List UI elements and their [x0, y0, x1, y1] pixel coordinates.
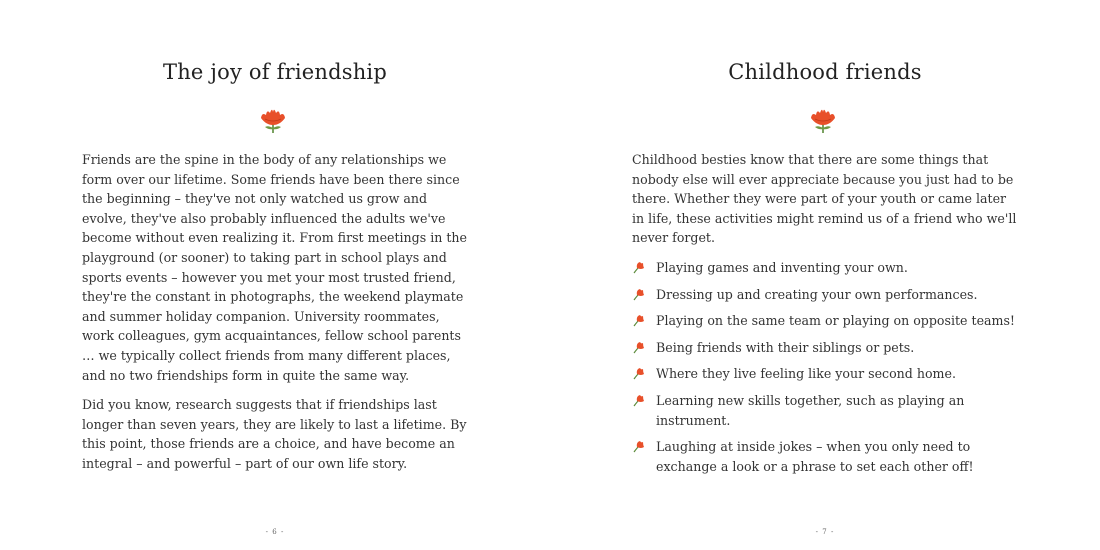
page-title: Childhood friends	[728, 60, 922, 84]
list-item-text: Laughing at inside jokes – when you only need to exchange a look or a phrase to set each other off!	[656, 439, 974, 474]
left-body-text	[82, 150, 468, 484]
list-item-text: Learning new skills together, such as playing an instrument.	[656, 392, 965, 428]
red-flower-bud-icon	[632, 314, 645, 327]
red-flower-icon	[808, 106, 838, 134]
page-title: The joy of friendship	[162, 60, 387, 84]
list-item-text: Playing games and inventing your own.	[656, 259, 908, 275]
list-item	[632, 364, 1020, 384]
page-number: - 6 -	[265, 528, 285, 536]
intro-paragraph: Childhood besties know that there are some things that nobody else will ever appreciate because you just had to be there. Whether they were part of your youth or came later in life, these activities might remind us of a friend who we'll never forget.	[632, 152, 1017, 246]
red-flower-bud-icon	[632, 367, 645, 380]
body-paragraph: Did you know, research suggests that if friendships last longer than seven years, they are likely to last a lifetime. By this point, those friends are a choice, and have become an integral – and powerful – part of our own life story.	[82, 397, 467, 471]
list-item-text: Playing on the same team or playing on opposite teams!	[656, 313, 1015, 329]
activity-list	[632, 258, 1020, 476]
list-item-text: Where they live feeling like your second home.	[656, 366, 956, 382]
list-item	[632, 285, 1020, 305]
right-body-text	[632, 150, 1020, 483]
red-flower-bud-icon	[632, 341, 645, 354]
list-item-text: Being friends with their siblings or pets.	[656, 339, 915, 355]
red-flower-bud-icon	[632, 394, 645, 407]
list-item	[632, 437, 1020, 476]
red-flower-bud-icon	[632, 440, 645, 453]
red-flower-icon	[258, 106, 288, 134]
list-item-text: Dressing up and creating your own performances.	[656, 286, 978, 302]
list-item	[632, 258, 1020, 278]
page-number: - 7 -	[815, 528, 835, 536]
list-item	[632, 311, 1020, 331]
list-item	[632, 338, 1020, 358]
list-item	[632, 391, 1020, 430]
body-paragraph: Friends are the spine in the body of any relationships we form over our lifetime. Some friends have been there since the beginning – they've not only watched us grow and evolve, they've also probably influenced the adults we've become without even realizing it. From first meetings in the playground (or sooner) to taking part in school plays and sports events – however you met your most trusted friend, they're the constant in photographs, the weekend playmate and summer holiday companion. University roommates, work colleagues, gym acquaintances, fellow school parents … we typically collect friends from many different places, and no two friendships form in quite the same way.	[82, 152, 467, 383]
red-flower-bud-icon	[632, 288, 645, 301]
right-page	[550, 0, 1100, 550]
red-flower-bud-icon	[632, 261, 645, 274]
